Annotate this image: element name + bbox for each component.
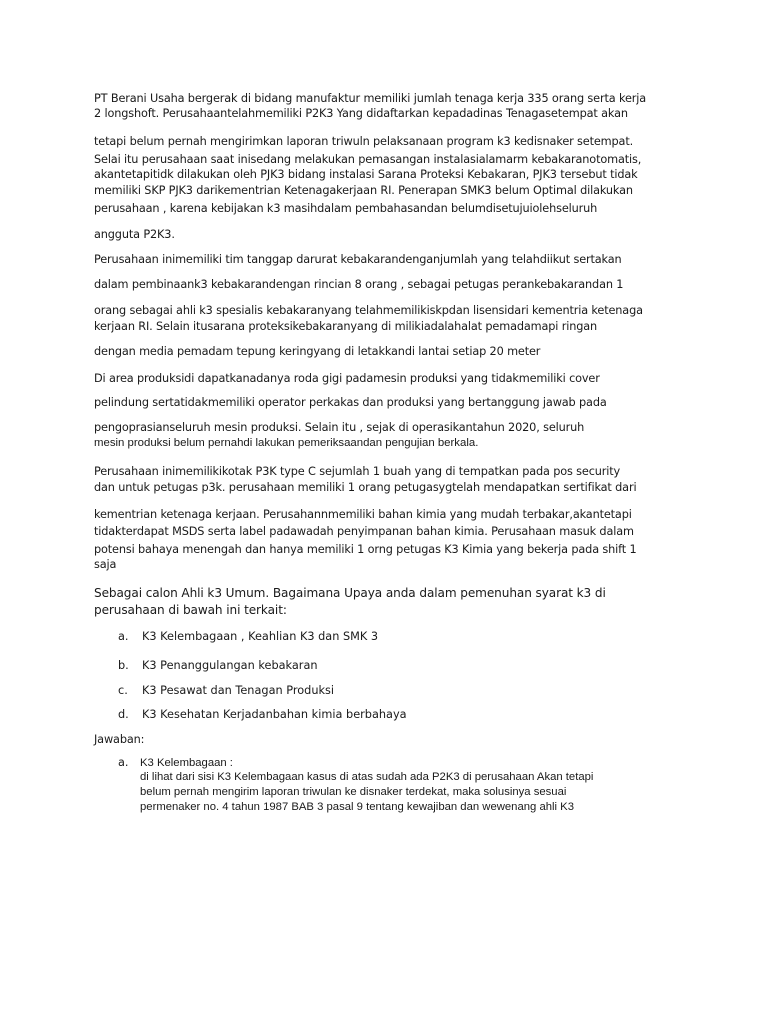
case-line: memiliki SKP PJK3 darikementrian Ketenagakerjaan RI. Penerapan SMK3 belum Optimal dilakukan [94,184,633,197]
case-line: saja [94,558,117,571]
case-line: Selai itu perusahaan saat inisedang melakukan pemasangan instalasialamarm kebakaranotomatis, [94,153,642,166]
case-line: Perusahaan inimemiliki tim tanggap darurat kebakarandenganjumlah yang telahdiikut sertakan [94,253,622,266]
question-line: perusahaan di bawah ini terkait: [94,603,287,617]
list-item-text: K3 Kelembagaan , Keahlian K3 dan SMK 3 [142,630,379,643]
list-marker: c. [118,684,128,697]
case-line: kerjaan RI. Selain itusarana proteksikebakaranyang di milikiadalahalat pemadamapi ringan [94,320,598,333]
case-line: 2 longshoft. Perusahaantelahmemiliki P2K3 Yang didaftarkan kepadadinas Tenagasetempat akan [94,107,628,120]
case-line: Perusahaan inimemilikikotak P3K type C sejumlah 1 buah yang di tempatkan pada pos security [94,465,621,478]
case-line: orang sebagai ahli k3 spesialis kebakaranyang telahmemilikiskpdan lisensidari kementria ketenaga [94,304,643,317]
list-marker: a. [118,756,129,769]
case-line: potensi bahaya menengah dan hanya memiliki 1 orng petugas K3 Kimia yang bekerja pada shift 1 [94,543,637,556]
answer-line: belum pernah mengirim laporan triwulan ke disnaker terdekat, maka solusinya sesuai [140,786,567,798]
case-line: perusahaan , karena kebijakan k3 masihdalam pembahasandan belumdisetujuiolehseluruh [94,202,598,215]
list-item-text: K3 Penanggulangan kebakaran [142,659,318,672]
case-line: pelindung sertatidakmemiliki operator perkakas dan produksi yang bertanggung jawab pada [94,396,607,409]
case-line: tetapi belum pernah mengirimkan laporan triwuln pelaksanaan program k3 kedisnaker setempat. [94,135,634,148]
answer-line: permenaker no. 4 tahun 1987 BAB 3 pasal 9 tentang kewajiban dan wewenang ahli K3 [140,801,574,813]
answer-title: K3 Kelembagaan : [140,757,233,769]
case-line: mesin produksi belum pernahdi lakukan pemeriksaandan pengujian berkala. [94,437,479,449]
case-line: angguta P2K3. [94,228,175,241]
case-line: dan untuk petugas p3k. perusahaan memiliki 1 orang petugasygtelah mendapatkan sertifikat dari [94,481,637,494]
list-item-text: K3 Kesehatan Kerjadanbahan kimia berbahaya [142,708,407,721]
list-item-text: K3 Pesawat dan Tenagan Produksi [142,684,335,697]
case-line: dalam pembinaank3 kebakarandengan rincian 8 orang , sebagai petugas perankebakarandan 1 [94,278,624,291]
case-line: kementrian ketenaga kerjaan. Perusahannmemiliki bahan kimia yang mudah terbakar,akantetapi [94,508,632,521]
case-line: pengoprasianseluruh mesin produksi. Selain itu , sejak di operasikantahun 2020, seluruh [94,421,585,434]
case-line: dengan media pemadam tepung keringyang di letakkandi lantai setiap 20 meter [94,345,541,358]
answer-line: di lihat dari sisi K3 Kelembagaan kasus di atas sudah ada P2K3 di perusahaan Akan tetapi [140,771,594,783]
case-line: PT Berani Usaha bergerak di bidang manufaktur memiliki jumlah tenaga kerja 335 orang serta kerja [94,92,647,105]
case-line: tidakterdapat MSDS serta label padawadah penyimpanan bahan kimia. Perusahaan masuk dalam [94,525,634,538]
case-line: akantetapitidk dilakukan oleh PJK3 bidang instalasi Sarana Proteksi Kebakaran, PJK3 tersebut tidak [94,168,638,181]
answer-heading: Jawaban: [94,733,145,746]
case-line: Di area produksidi dapatkanadanya roda gigi padamesin produksi yang tidakmemiliki cover [94,372,600,385]
question-line: Sebagai calon Ahli k3 Umum. Bagaimana Upaya anda dalam pemenuhan syarat k3 di [94,586,606,600]
list-marker: b. [118,659,129,672]
list-marker: d. [118,708,129,721]
list-marker: a. [118,630,129,643]
